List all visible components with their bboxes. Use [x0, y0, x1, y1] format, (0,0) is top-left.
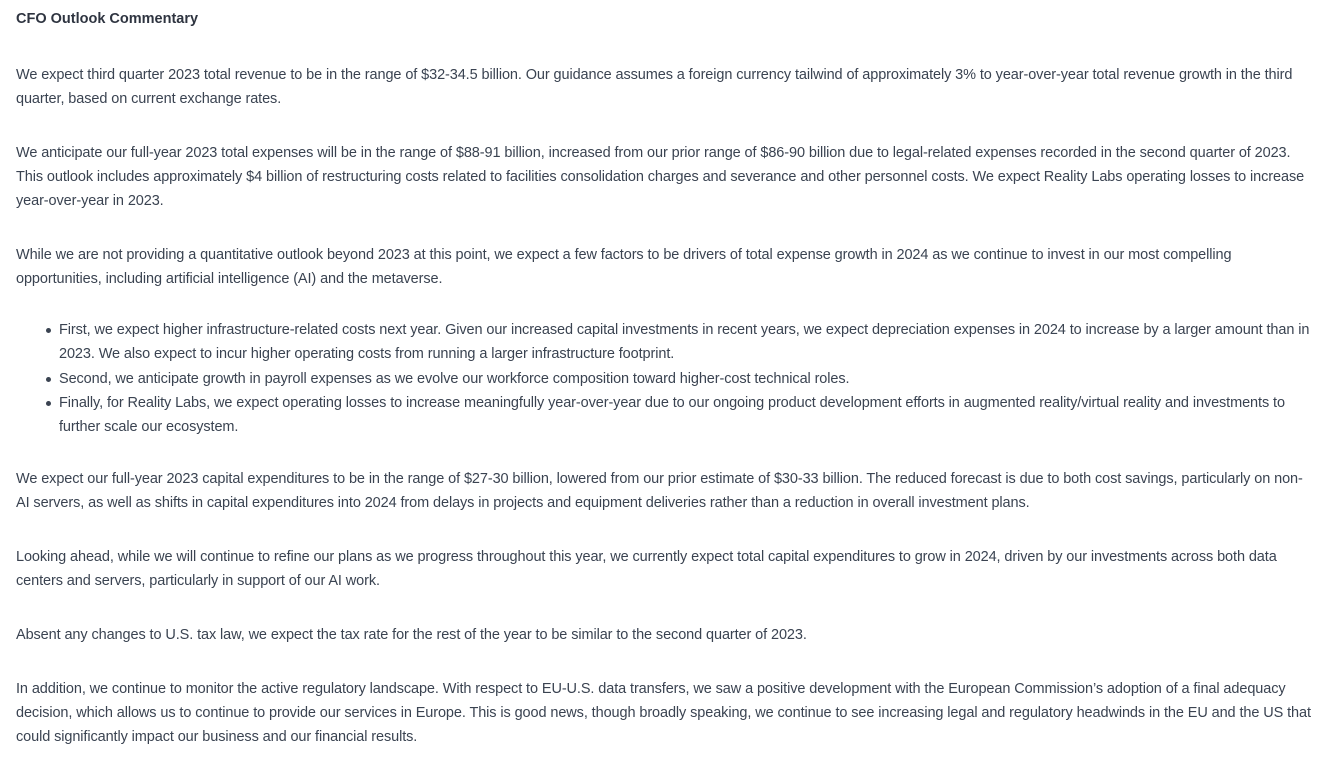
paragraph-regulatory: In addition, we continue to monitor the active regulatory landscape. With respect to EU-U.S. data transfers, we saw a positive development with the European Commission’s adoption of a final adequacy decision, which allows us to continue to provide our services in Europe. This is good news, though broadly speaking, we continue to see increasing legal and regulatory headwinds in the EU and the US that could significantly impact our business and our financial results.: [16, 681, 1311, 745]
bullet-icon: [46, 401, 51, 406]
bullet-icon: [46, 377, 51, 382]
page-title: CFO Outlook Commentary: [16, 11, 199, 27]
list-item: [59, 391, 1311, 439]
list-item-text: Second, we anticipate growth in payroll expenses as we evolve our workforce composition toward higher-cost technical roles.: [59, 370, 850, 387]
paragraph-expense-guidance: We anticipate our full-year 2023 total expenses will be in the range of $88-91 billion, increased from our prior range of $86-90 billion due to legal-related expenses recorded in the second quarter of 2023. This outlook includes approximately $4 billion of restructuring costs related to facilities consolidation charges and severance and other personnel costs. We expect Reality Labs operating losses to increase year-over-year in 2023.: [16, 145, 1305, 209]
list-item-text: First, we expect higher infrastructure-related costs next year. Given our increased capital investments in recent years, we expect depreciation expenses in 2024 to increase by a larger amount than in 2023. We also expect to incur higher operating costs from running a larger infrastructure footprint.: [59, 322, 1310, 362]
list-item: [59, 318, 1311, 366]
paragraph-capex-2024: Looking ahead, while we will continue to refine our plans as we progress throughout this year, we currently expect total capital expenditures to grow in 2024, driven by our investments across both data centers and servers, particularly in support of our AI work.: [16, 549, 1277, 589]
paragraph-revenue-guidance: We expect third quarter 2023 total revenue to be in the range of $32-34.5 billion. Our guidance assumes a foreign currency tailwind of approximately 3% to year-over-year total revenue growth in the third quarter, based on current exchange rates.: [16, 67, 1293, 107]
list-item-text: Finally, for Reality Labs, we expect operating losses to increase meaningfully year-over-year due to our ongoing product development efforts in augmented reality/virtual reality and investments to further scale our ecosystem.: [59, 395, 1285, 435]
bullet-icon: [46, 328, 51, 333]
paragraph-2024-outlook: While we are not providing a quantitative outlook beyond 2023 at this point, we expect a few factors to be drivers of total expense growth in 2024 as we continue to invest in our most compelling opportunities, including artificial intelligence (AI) and the metaverse.: [16, 247, 1232, 287]
expense-drivers-list: [16, 318, 1311, 439]
paragraph-capex-guidance: We expect our full-year 2023 capital expenditures to be in the range of $27-30 billion, lowered from our prior estimate of $30-33 billion. The reduced forecast is due to both cost savings, particularly on non-AI servers, as well as shifts in capital expenditures into 2024 from delays in projects and equipment deliveries rather than a reduction in overall investment plans.: [16, 471, 1303, 511]
list-item: [59, 367, 1311, 391]
paragraph-tax-rate: Absent any changes to U.S. tax law, we expect the tax rate for the rest of the year to be similar to the second quarter of 2023.: [16, 627, 807, 643]
